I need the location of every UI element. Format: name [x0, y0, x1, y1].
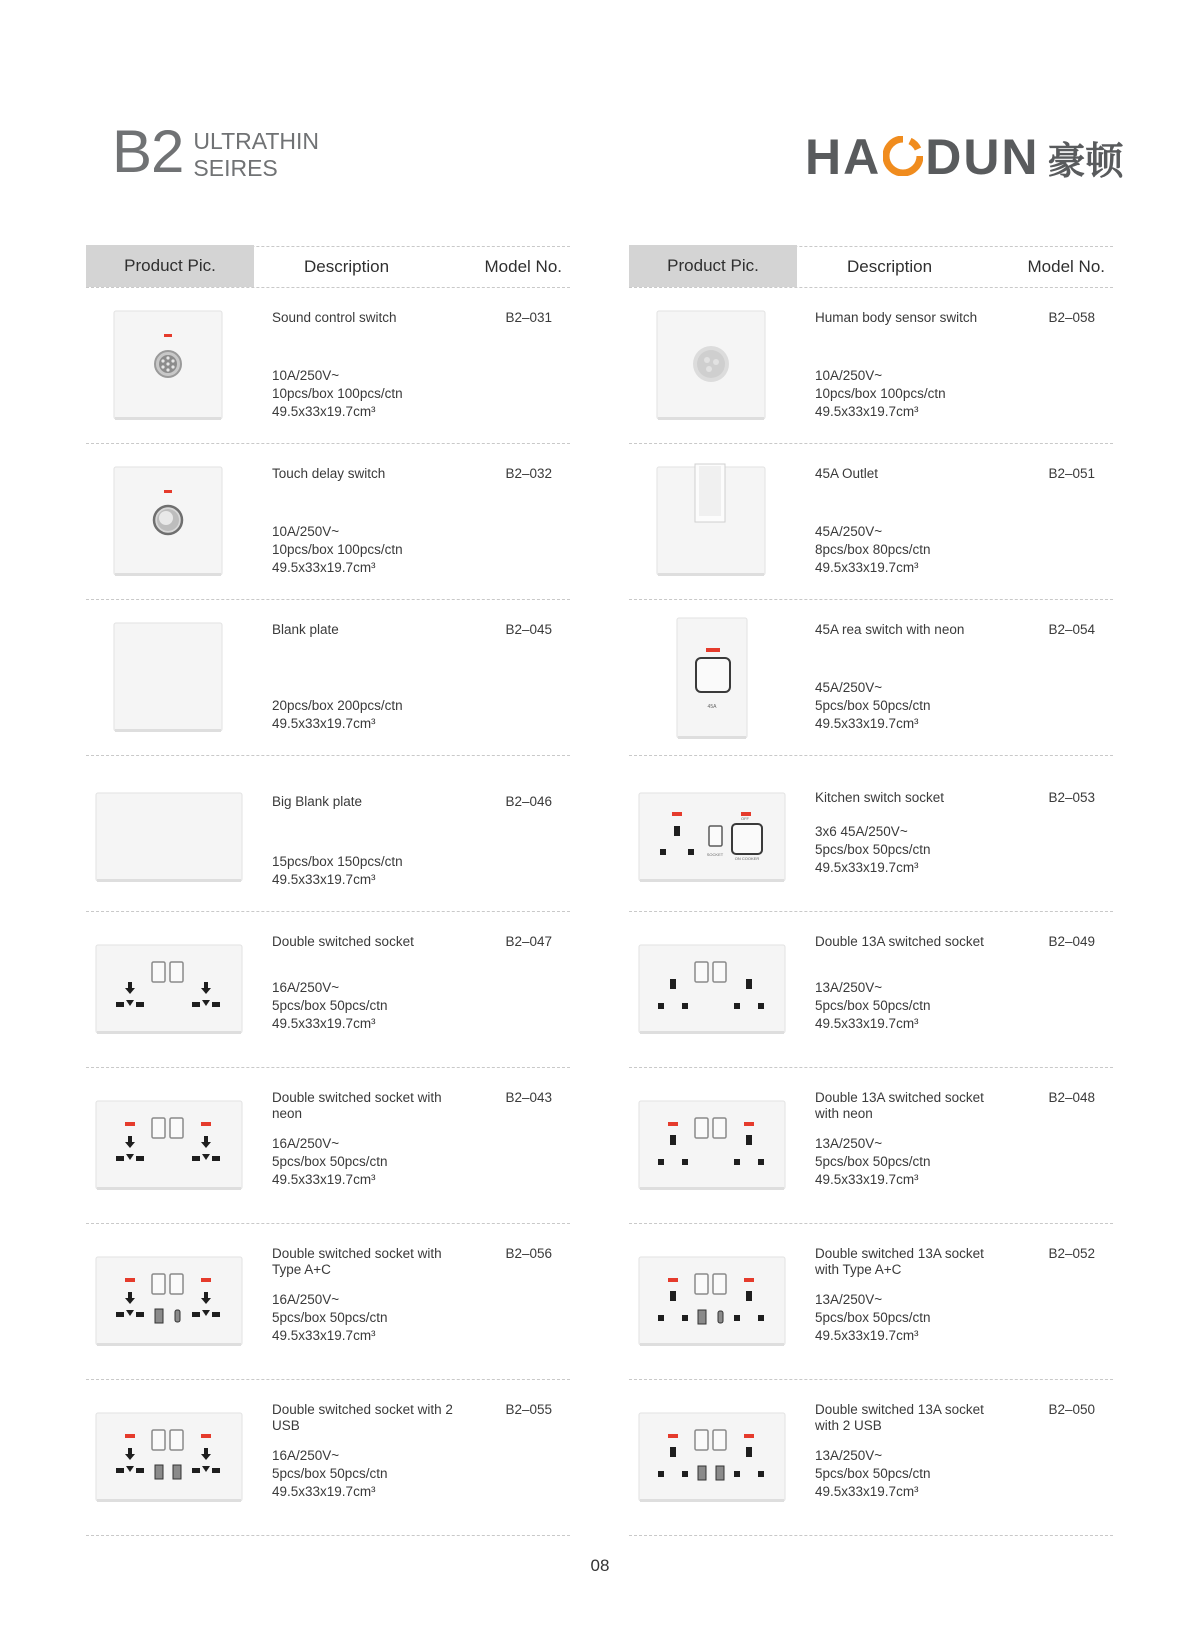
- spec-carton-size: 49.5x33x19.7cm³: [272, 560, 376, 575]
- brand-chinese-name: 豪顿: [1047, 138, 1124, 183]
- spec-packing: 10pcs/box 100pcs/ctn: [272, 542, 403, 557]
- spec-rating: 10A/250V~: [272, 368, 340, 383]
- product-row: [629, 1068, 1113, 1224]
- product-specs: [815, 1135, 931, 1189]
- model-number: B2–053: [1048, 790, 1095, 805]
- spec-rating: 13A/250V~: [815, 1292, 883, 1307]
- spec-packing: 10pcs/box 100pcs/ctn: [272, 386, 403, 401]
- motion-sensor-switch-icon: [629, 288, 789, 443]
- plate-label: 45A: [707, 704, 717, 710]
- product-row: [629, 1224, 1113, 1380]
- product-row: [629, 1380, 1113, 1536]
- product-description: Double 13A switched socket: [815, 934, 984, 949]
- header-description: Description: [304, 257, 390, 276]
- kitchen-switch-socket-icon: [629, 756, 789, 911]
- product-description: Touch delay switch: [272, 466, 386, 481]
- spec-rating: 10A/250V~: [815, 368, 883, 383]
- product-description: Double 13A switched socket with neon: [815, 1090, 984, 1121]
- double-universal-socket-2usb-icon: [86, 1380, 246, 1535]
- cooker-outlet-icon: [629, 444, 789, 599]
- model-number: B2–056: [505, 1246, 552, 1261]
- spec-rating: 45A/250V~: [815, 680, 883, 695]
- spec-packing: 5pcs/box 50pcs/ctn: [272, 1466, 388, 1481]
- product-table-right: [629, 246, 1113, 1536]
- spec-packing: 20pcs/box 200pcs/ctn: [272, 698, 403, 713]
- model-number: B2–047: [505, 934, 552, 949]
- product-row: [629, 756, 1113, 912]
- model-number: B2–045: [505, 622, 552, 637]
- product-description: Double switched socket with 2 USB: [272, 1402, 453, 1433]
- product-description: Kitchen switch socket: [815, 790, 945, 805]
- spec-rating: 45A/250V~: [815, 524, 883, 539]
- product-row: [86, 1224, 570, 1380]
- spec-rating: 10A/250V~: [272, 524, 340, 539]
- series-subtitle: [193, 128, 319, 182]
- header-product-pic: Product Pic.: [629, 245, 797, 287]
- double-uk-socket-2usb-icon: [629, 1380, 789, 1535]
- spec-packing: 15pcs/box 150pcs/ctn: [272, 854, 403, 869]
- sound-control-switch-icon: [86, 288, 246, 443]
- spec-carton-size: 49.5x33x19.7cm³: [815, 560, 919, 575]
- product-specs: [272, 1291, 388, 1345]
- product-specs: [272, 367, 403, 421]
- spec-carton-size: 49.5x33x19.7cm³: [272, 716, 376, 731]
- product-row: [86, 756, 570, 912]
- spec-packing: 8pcs/box 80pcs/ctn: [815, 542, 931, 557]
- product-specs: [815, 679, 931, 733]
- product-row: [86, 288, 570, 444]
- spec-carton-size: 49.5x33x19.7cm³: [815, 1328, 919, 1343]
- spec-packing: 5pcs/box 50pcs/ctn: [815, 1310, 931, 1325]
- spec-carton-size: 49.5x33x19.7cm³: [272, 1172, 376, 1187]
- product-specs: [815, 1291, 931, 1345]
- header-description: Description: [847, 257, 933, 276]
- model-number: B2–049: [1048, 934, 1095, 949]
- product-description: 45A rea switch with neon: [815, 622, 965, 637]
- model-number: B2–032: [505, 466, 552, 481]
- product-specs: [815, 1447, 931, 1501]
- plate-label-off: OFF: [741, 816, 749, 821]
- product-description: Double switched socket with Type A+C: [272, 1246, 442, 1277]
- product-description: Double switched socket: [272, 934, 414, 949]
- product-row: [86, 912, 570, 1068]
- product-description: Human body sensor switch: [815, 310, 978, 325]
- model-number: B2–048: [1048, 1090, 1095, 1105]
- series-line2: SEIRES: [193, 155, 278, 181]
- product-specs: [272, 697, 403, 733]
- double-universal-socket-icon: [86, 912, 246, 1067]
- product-specs: [272, 1135, 388, 1189]
- spec-carton-size: 49.5x33x19.7cm³: [815, 716, 919, 731]
- spec-carton-size: 49.5x33x19.7cm³: [815, 1016, 919, 1031]
- product-row: [629, 600, 1113, 756]
- product-row: [629, 444, 1113, 600]
- spec-carton-size: 49.5x33x19.7cm³: [815, 860, 919, 875]
- spec-packing: 5pcs/box 50pcs/ctn: [815, 842, 931, 857]
- double-uk-socket-icon: [629, 912, 789, 1067]
- product-row: [629, 912, 1113, 1068]
- product-specs: [815, 979, 931, 1033]
- product-specs: [815, 523, 931, 577]
- spec-packing: 5pcs/box 50pcs/ctn: [272, 1154, 388, 1169]
- model-number: B2–043: [505, 1090, 552, 1105]
- spec-packing: 10pcs/box 100pcs/ctn: [815, 386, 946, 401]
- spec-rating: 16A/250V~: [272, 1292, 340, 1307]
- cooker-switch-neon-icon: [629, 600, 789, 755]
- header-product-pic: Product Pic.: [86, 245, 254, 287]
- spec-rating: 13A/250V~: [815, 1136, 883, 1151]
- spec-carton-size: 49.5x33x19.7cm³: [272, 872, 376, 887]
- product-row: [86, 444, 570, 600]
- spec-packing: 5pcs/box 50pcs/ctn: [272, 1310, 388, 1325]
- big-blank-plate-icon: [86, 756, 246, 911]
- model-number: B2–052: [1048, 1246, 1095, 1261]
- spec-packing: 5pcs/box 50pcs/ctn: [815, 1466, 931, 1481]
- model-number: B2–031: [505, 310, 552, 325]
- series-code: B2: [112, 118, 184, 185]
- series-title: [112, 118, 320, 185]
- spec-packing: 5pcs/box 50pcs/ctn: [272, 998, 388, 1013]
- model-number: B2–051: [1048, 466, 1095, 481]
- brand-text-after: DUN: [925, 129, 1040, 185]
- product-specs: [272, 1447, 388, 1501]
- model-number: B2–050: [1048, 1402, 1095, 1417]
- product-description: Big Blank plate: [272, 794, 363, 809]
- product-table-left: [86, 246, 570, 1536]
- product-description: Double switched 13A socket with 2 USB: [815, 1402, 984, 1433]
- product-description: 45A Outlet: [815, 466, 879, 481]
- touch-delay-switch-icon: [86, 444, 246, 599]
- spec-rating: 16A/250V~: [272, 1448, 340, 1463]
- brand-o-icon: [883, 136, 923, 176]
- spec-carton-size: 49.5x33x19.7cm³: [272, 1484, 376, 1499]
- spec-rating: 16A/250V~: [272, 1136, 340, 1151]
- spec-carton-size: 49.5x33x19.7cm³: [272, 404, 376, 419]
- plate-label-cooker: ON COOKER: [734, 856, 760, 861]
- product-row: [86, 1068, 570, 1224]
- brand-wordmark: [805, 128, 1040, 186]
- product-specs: [815, 367, 946, 421]
- product-description: Double switched 13A socket with Type A+C: [815, 1246, 984, 1277]
- page-number: 08: [590, 1556, 610, 1575]
- spec-rating: 13A/250V~: [815, 980, 883, 995]
- product-specs: [272, 979, 388, 1033]
- spec-rating: 13A/250V~: [815, 1448, 883, 1463]
- product-description: Double switched socket with neon: [272, 1090, 442, 1121]
- model-number: B2–046: [505, 794, 552, 809]
- brand-logo: [805, 130, 1124, 184]
- spec-carton-size: 49.5x33x19.7cm³: [815, 1484, 919, 1499]
- double-universal-socket-neon-icon: [86, 1068, 246, 1223]
- spec-packing: 5pcs/box 50pcs/ctn: [815, 698, 931, 713]
- model-number: B2–054: [1048, 622, 1095, 637]
- table-header: [86, 246, 570, 288]
- model-number: B2–058: [1048, 310, 1095, 325]
- product-specs: [272, 853, 403, 889]
- header-model-no: Model No.: [484, 257, 562, 276]
- product-specs: [815, 823, 931, 877]
- double-uk-socket-usb-ac-icon: [629, 1224, 789, 1379]
- series-line1: ULTRATHIN: [193, 128, 320, 154]
- product-specs: [272, 523, 403, 577]
- model-number: B2–055: [505, 1402, 552, 1417]
- product-description: Sound control switch: [272, 310, 397, 325]
- spec-packing: 5pcs/box 50pcs/ctn: [815, 1154, 931, 1169]
- spec-carton-size: 49.5x33x19.7cm³: [272, 1016, 376, 1031]
- product-row: [86, 600, 570, 756]
- double-universal-socket-usb-ac-icon: [86, 1224, 246, 1379]
- spec-carton-size: 49.5x33x19.7cm³: [272, 1328, 376, 1343]
- brand-text-before: HA: [805, 129, 882, 185]
- spec-rating: 16A/250V~: [272, 980, 340, 995]
- header-model-no: Model No.: [1027, 257, 1105, 276]
- product-row: [629, 288, 1113, 444]
- blank-plate-icon: [86, 600, 246, 755]
- spec-rating: 3x6 45A/250V~: [815, 824, 908, 839]
- product-row: [86, 1380, 570, 1536]
- spec-packing: 5pcs/box 50pcs/ctn: [815, 998, 931, 1013]
- spec-carton-size: 49.5x33x19.7cm³: [815, 404, 919, 419]
- product-description: Blank plate: [272, 622, 339, 637]
- spec-carton-size: 49.5x33x19.7cm³: [815, 1172, 919, 1187]
- plate-label-socket: SOCKET: [706, 852, 724, 857]
- table-header: [629, 246, 1113, 288]
- double-uk-socket-neon-icon: [629, 1068, 789, 1223]
